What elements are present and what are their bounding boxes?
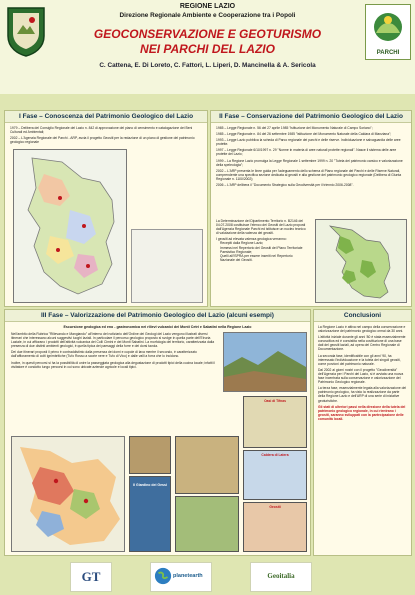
lazio-geology-map-image <box>13 149 127 303</box>
inset-panel-2 <box>243 450 307 500</box>
phase1-title: I Fase – Conoscenza del Patrimonio Geologico del Lazio <box>5 111 207 123</box>
poster-title-line2: NEI PARCHI DEL LAZIO <box>140 42 275 56</box>
conclusions-panel <box>313 309 412 556</box>
phase3-panel <box>4 309 311 556</box>
phase2-item: 2002 – L'ARP presenta le linee guida per l'adeguamento dello schema di Piano regionale dei Parchi e delle Riserve Naturali, comprendente una specifica sezione dedicata ai geositi e alla gestione del patrimonio geologico regionale (Delibera di Giunta Regionale n. 1100/2002); <box>216 168 402 181</box>
phase2-inventory-item: Quelli all'ISPRA per essere inseriti nel Repertorio Nazionale dei Geositi. <box>220 253 293 262</box>
organization-name: REGIONE LAZIO <box>179 3 236 10</box>
header <box>0 0 415 94</box>
phase2-title: II Fase – Conservazione del Patrimonio Geologico del Lazio <box>211 111 411 123</box>
phase3-subtitle: Escursione geologica ed eno - gastronomica nei rilievi vulcanici dei Monti Cetri e Sabatini nella Regione Lazio <box>63 325 252 329</box>
conclusions-paragraph: Dal 2002 ai giorni nostri con il progetto "Geodiversità" dell'Agenzia per i Parchi del Lazio, si è avviata una nuova fase incentrata sulla conservazione e valorizzazione del Patrimonio Geologico regionale. <box>318 367 404 385</box>
geological-map-image <box>11 436 125 552</box>
phase2-determination-box <box>216 219 306 301</box>
field-photo-3 <box>175 496 239 552</box>
phase2-list <box>216 126 406 189</box>
parchi-logo-text: PARCHI <box>376 50 400 56</box>
map-caption: Il Giardino dei Gessi <box>133 483 167 487</box>
phase1-panel <box>4 110 208 307</box>
conclusions-title: Conclusioni <box>314 310 411 322</box>
phase2-inventories-intro: I geositi ad elevata valenza geologica verranno: <box>216 237 287 242</box>
phase3-paragraph: Inoltre, in questi percorsi si ha la possibilità di unire la passeggiata geologica alla degustazione di prodotti tipici della cucina locale; infatti il visitatore è condotto lungo percorsi in cui sono ubicate aziende agricole e locali tipici. <box>11 360 215 369</box>
phase2-item: 1999 – La Regione Lazio promulga la Legge Regionale 1 settembre 1999 n. 20 "Tutela del patrimonio carsico e valorizzazione della speleologia"; <box>216 158 403 167</box>
gt-logo <box>70 562 112 592</box>
inset-label-2: Caldera di Latera <box>261 453 289 457</box>
geoitalia-logo-text: Geoitalia <box>267 572 295 580</box>
field-photo-2 <box>175 436 239 494</box>
phase3-title: III Fase – Valorizzazione del Patrimonio Geologico del Lazio (alcuni esempi) <box>5 310 310 322</box>
inset-panel-1 <box>243 396 307 448</box>
phase2-item: 1985 – Legge Regionale n. 84 del 26 settembre 1985 "istituzione del Monumento Naturale della Caldara di Manziana"; <box>216 132 392 137</box>
phase1-legend-image <box>131 229 203 303</box>
footer <box>0 558 415 595</box>
conclusions-text <box>318 325 407 423</box>
inset-panel-3 <box>243 502 307 552</box>
volcano-photo <box>129 436 171 474</box>
phase1-item: 1979 – Delibera del Consiglio Regionale del Lazio n. 842 di approvazione del piano di censimento e catalogazione dei Beni Culturali ed Ambientali; <box>10 126 193 135</box>
phase2-item: 2006 – L'ARP delibera il "Documento Strategico sulla Geodiversità per il triennio 2006-2008". <box>216 183 354 188</box>
phase2-inventory-item: Immessi nel Repertorio dei Geositi del Piano Territoriale Paesistico Regionale; <box>220 245 303 254</box>
book-cover-image <box>129 476 171 552</box>
lazio-parks-map-image <box>315 219 407 303</box>
phase2-determination: La Determinazione del Dipartimento Territorio n. B2146 del 04.07.2008 costituisce l'elenco dei Geositi del Lazio proposti dall'Agenzia Regionale Parchi ed istituisce un nucleo tecnico di valutazione della valenza dei geositi. <box>216 219 306 236</box>
phase1-list <box>10 126 202 146</box>
phase3-paragraph: Dei due itinerari proposti il primo è contraddistinto dalla presenza dei domi e cupole di lava mentre il secondo, è caratterizzato dall'affioramento di colti ignimbritiche (Tufo Rosso a scorie nere e Tufo di Vico) e dalle valli a forra che lo incidono. <box>11 350 197 359</box>
inset-label-3: Geositi <box>269 505 281 509</box>
phase2-item: 1993 – Legge Lazio pubblica la scheda di Parco regionale dei parchi e delle riserve. Individuazione e salvaguardia delle aree protette. <box>216 138 401 147</box>
field-photo-1 <box>223 332 307 392</box>
phase3-paragraph: Nell'ambito della Rubrica "Rilievando e Mangiando" all'interno del notiziario dell'Ordine dei Geologi del Lazio vengono illustrati diversi itinerari che interessano alcuni suggestivi luoghi laziali. In particolare il percorso geologico proposto si svolge in quella parte dell'Etruria Laziale, in cui affiorano i prodotti dell'attività vulcanica dei Colli Cimini e dei Monti Sabatini. La morfologia del territorio, caratterizzata dalla presenza di due distinti ambienti geologici, è quella tipica dei paesaggi della forre e dei dorsi tavola. <box>11 332 215 349</box>
regione-lazio-logo-icon <box>4 4 48 58</box>
phase2-inventory-item: Recepiti dalla Regione Lazio; <box>220 241 264 246</box>
conclusions-paragraph: L'attività iniziale durante gli anni '80 è stata essenzialmente conoscitiva ed è consistita nella costituzione di una base dati del geositi laziali, ad opera del Centro Regionale di Documentazione. <box>318 335 406 352</box>
phase2-item: 1997 – Legge Regionale 6/10/1997 n. 29 "Norme in materia di aree naturali protette regionali". Nasce il sistema delle aree protette del Lazio; <box>216 148 397 157</box>
gt-logo-text: GT <box>81 569 101 584</box>
planetearth-logo <box>150 562 212 592</box>
conclusions-paragraph: Gli stati di ulteriori passi nella direzione della tutela del patrimonio geologico regionale, in cui rientrano i geositi, saranno sviluppati con la partecipazione delle comunità locali. <box>318 404 406 421</box>
directorate-name: Direzione Regionale Ambiente e Cooperazione tra i Popoli <box>119 12 296 19</box>
globe-icon <box>154 567 172 585</box>
phase1-item: 2002 – L'Agenzia Regionale dei Parchi - ARP, avvia il progetto Geositi per la redazione di un piano di gestione del patrimonio geologico regionale <box>10 136 195 145</box>
planetearth-logo-text: planetearth <box>173 573 203 579</box>
geoitalia-logo <box>250 562 312 592</box>
phase2-item: 1985 – Legge Regionale n. 56 del 27 aprile 1985 "istituzione del Monumento Naturale di Campo Soriano"; <box>216 126 373 130</box>
conclusions-paragraph: La Regione Lazio è attiva nel campo della conservazione e valorizzazione del patrimonio geologico ormai da 30 anni. <box>318 325 406 334</box>
conclusions-paragraph: La seconda fase, identificabile con gli anni '90, ha interessato l'individuazione e la tutela dei singoli geositi, come porzioni del patrimonio naturale. <box>318 353 401 366</box>
phase2-panel <box>210 110 412 307</box>
authors: C. Cattena, E. Di Loreto, C. Fattori, L. Liperi, D. Mancinella & A. Sericola <box>99 62 316 69</box>
parchi-logo <box>365 4 411 60</box>
conclusions-paragraph: La terza fase, essenzialmente legata alla valorizzazione del patrimonio geologico, ha visto la realizzazione da parte della Regione Lazio e dell'ARP di una serie di iniziative geoturistiche. <box>318 386 407 403</box>
poster-title-line1: GEOCONSERVAZIONE E GEOTURISMO <box>93 27 322 41</box>
inset-label-1: Oasi di Tifnas <box>264 399 286 403</box>
phase3-text <box>11 332 216 371</box>
